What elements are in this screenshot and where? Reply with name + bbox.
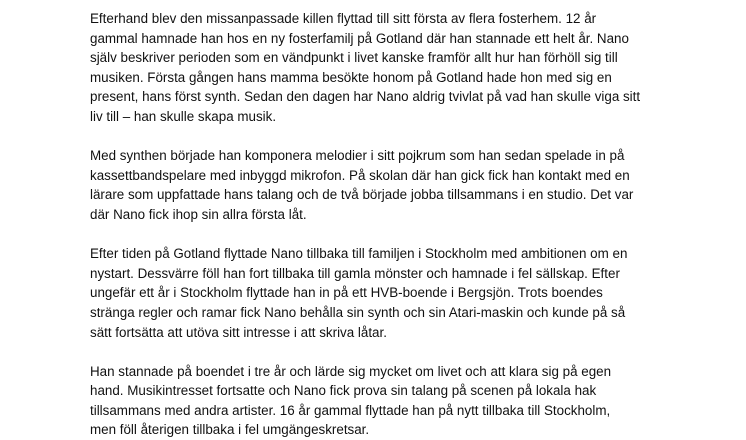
text-line: nystart. Dessvärre föll han fort tillbaka till gamla mönster och hamnade i fel sällskap. Efter xyxy=(90,265,620,281)
paragraph-2 xyxy=(90,146,670,224)
text-line: liv till – han skulle skapa musik. xyxy=(90,108,277,124)
text-line: present, hans först synth. Sedan den dagen har Nano aldrig tvivlat på vad han skulle viga sitt xyxy=(90,89,641,105)
paragraph-spacer xyxy=(90,342,670,362)
text-line: men föll återigen tillbaka i fel umgängeskretsar. xyxy=(90,422,370,438)
text-line: stränga regler och ramar fick Nano behålla sin synth och sin Atari-maskin och kunde på så xyxy=(90,304,626,320)
text-line: tillsammans med andra artister. 16 år gammal flyttade han på nytt tillbaka till Stockholm, xyxy=(90,402,611,418)
text-line: Efter tiden på Gotland flyttade Nano tillbaka till familjen i Stockholm med ambitionen om en xyxy=(90,246,628,262)
paragraph-3 xyxy=(90,244,670,342)
text-line: Efterhand blev den missanpassade killen flyttad till sitt första av flera fosterhem. 12 år xyxy=(90,11,597,26)
paragraph-spacer xyxy=(90,127,670,147)
body-text xyxy=(90,9,670,440)
paragraph-spacer xyxy=(90,225,670,245)
text-line: musiken. Första gången hans mamma besökte honom på Gotland hade hon med sig en xyxy=(90,69,612,85)
text-line: själv beskriver perioden som en vändpunkt i livet kanske framför allt hur han förhöll sig till xyxy=(90,50,618,66)
text-line: kassettbandspelare med inbyggd mikrofon. På skolan där han gick fick han kontakt med en xyxy=(90,167,630,183)
text-line: där Nano fick ihop sin allra första låt. xyxy=(90,206,307,222)
text-line: hand. Musikintresset fortsatte och Nano fick prova sin talang på scenen på lokala hak xyxy=(90,383,597,399)
text-line: gammal hamnade han hos en ny fosterfamilj på Gotland där han stannade ett helt år. Nano xyxy=(90,30,629,46)
text-line: lärare som uppfattade hans talang och de två började jobba tillsammans i en studio. Det var xyxy=(90,187,634,203)
paragraph-4 xyxy=(90,362,670,440)
text-line: Han stannade på boendet i tre år och lärde sig mycket om livet och att klara sig på egen xyxy=(90,363,612,379)
text-line: sätt fortsätta att utöva sitt intresse i att skriva låtar. xyxy=(90,324,387,340)
text-line: Med synthen började han komponera melodier i sitt pojkrum som han sedan spelade in på xyxy=(90,148,625,164)
text-line: ungefär ett år i Stockholm flyttade han in på ett HVB-boende i Bergsjön. Trots boendes xyxy=(90,285,603,301)
paragraph-1 xyxy=(90,9,670,127)
